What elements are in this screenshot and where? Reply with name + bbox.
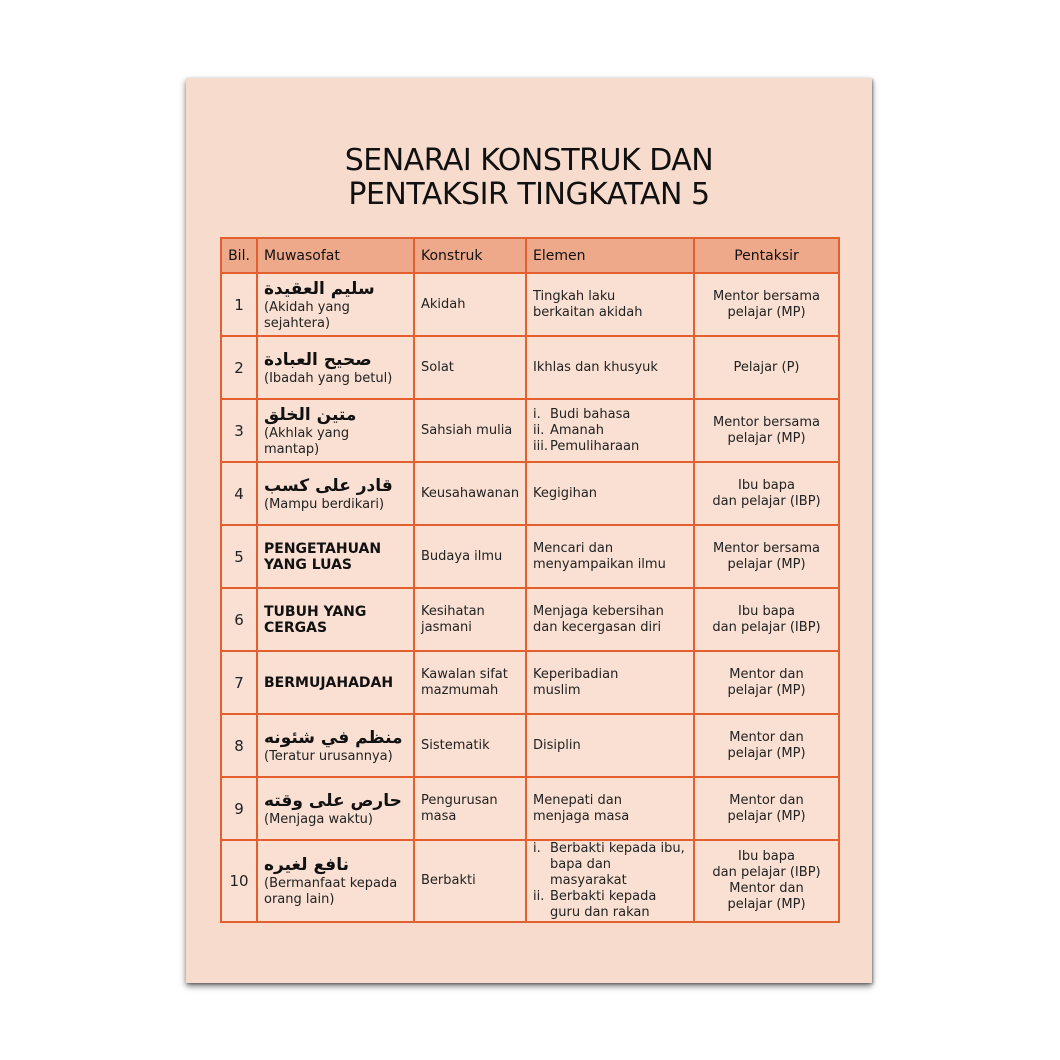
elemen-cell [526,651,694,714]
muwasofat-title-line: TUBUH YANG [264,603,367,620]
elemen-cell [526,525,694,588]
arabic-title: سليم العقيدة [264,278,375,299]
konstruk-line: Keusahawanan [421,485,520,501]
arabic-title: قادر على كسب [264,475,393,496]
row-number: 3 [234,421,244,440]
document-page [186,78,872,983]
list-item-text: Amanah [550,422,604,438]
table-row [221,336,839,399]
pentaksir-line: pelajar (MP) [727,304,806,320]
elemen-line: Mencari dan [533,540,614,556]
pentaksir-line: pelajar (MP) [727,556,806,572]
row-number: 5 [234,547,244,566]
elemen-list [533,841,687,921]
muwasofat-cell [257,525,414,588]
muwasofat-title-line: BERMUJAHADAH [264,674,394,691]
elemen-line: Ikhlas dan khusyuk [533,359,658,375]
elemen-cell [526,336,694,399]
konstruk-line: Budaya ilmu [421,548,503,564]
muwasofat-title-line: PENGETAHUAN [264,540,382,557]
title-line-1: SENARAI KONSTRUK DAN [344,143,714,178]
meaning-line: (Akhlak yang mantap) [264,425,350,457]
muwasofat-cell [257,840,414,922]
table-row [221,840,839,922]
pentaksir-line: Mentor dan [729,881,804,896]
table-header-row [221,238,839,273]
list-item [533,407,687,423]
table-row [221,399,839,462]
konstruk-line: Kesihatan [421,603,485,619]
meaning-line: (Teratur urusannya) [264,748,393,764]
row-number: 1 [234,295,244,314]
konstruk-line: jasmani [421,619,472,635]
konstruk-line: Akidah [421,296,466,312]
list-item [533,439,687,455]
konstruk-line: Sahsiah mulia [421,422,513,438]
konstruk-line: masa [421,808,457,824]
list-item-number: ii. [533,422,545,438]
meaning-line: (Mampu berdikari) [264,496,385,512]
table-row [221,525,839,588]
konstruk-cell [414,525,526,588]
list-item [533,841,687,889]
pentaksir-line: Mentor bersama [713,540,820,556]
konstruk-cell [414,336,526,399]
row-number-cell [221,399,257,462]
konstruk-cell [414,714,526,777]
list-item [533,423,687,439]
pentaksir-line: pelajar (MP) [727,897,806,912]
header-muwasofat: Muwasofat [257,238,414,273]
elemen-line: dan kecergasan diri [533,619,662,635]
pentaksir-line: Pelajar (P) [733,359,800,375]
arabic-title: صحيح العبادة [264,349,372,370]
table-body [221,273,839,922]
title-line-2: PENTAKSIR TINGKATAN 5 [348,177,710,212]
konstruk-line: Pengurusan [421,792,498,808]
header-elemen: Elemen [526,238,694,273]
list-item-number: ii. [533,889,545,904]
konstruk-line: Solat [421,359,454,375]
elemen-line: Disiplin [533,737,581,753]
row-number-cell [221,462,257,525]
meaning-line: sejahtera) [264,315,331,331]
elemen-cell [526,714,694,777]
pentaksir-line: pelajar (MP) [727,682,806,698]
pentaksir-line: Mentor dan [729,792,804,808]
pentaksir-line: Ibu bapa [738,603,795,619]
arabic-title: حارص على وقته [264,790,402,811]
row-number-cell [221,336,257,399]
page-title [186,144,872,212]
pentaksir-line: Mentor bersama [713,414,820,430]
table-row [221,777,839,840]
pentaksir-cell [694,336,839,399]
muwasofat-title-line: YANG LUAS [264,556,352,573]
konstruk-cell [414,273,526,336]
konstruk-cell [414,777,526,840]
row-number-cell [221,714,257,777]
konstruk-cell [414,840,526,922]
list-item-text: Berbakti kepada guru dan rakan [550,889,657,920]
muwasofat-cell [257,462,414,525]
pentaksir-cell [694,588,839,651]
row-number-cell [221,840,257,922]
muwasofat-cell [257,777,414,840]
elemen-cell [526,462,694,525]
table-row [221,273,839,336]
pentaksir-cell [694,840,839,922]
header-bil: Bil. [221,238,257,273]
elemen-cell [526,840,694,922]
pentaksir-cell [694,651,839,714]
arabic-title: منظم في شئونه [264,727,403,748]
konstruk-line: Berbakti [421,873,476,888]
konstruk-line: mazmumah [421,682,499,698]
pentaksir-line: Mentor dan [729,729,804,745]
pentaksir-line: Ibu bapa [738,849,795,864]
konstruk-cell [414,399,526,462]
row-number: 2 [234,358,244,377]
konstruk-cell [414,462,526,525]
pentaksir-line: dan pelajar (IBP) [712,493,821,509]
meaning-line: (Bermanfaat kepada [264,876,398,891]
pentaksir-line: pelajar (MP) [727,430,806,446]
elemen-line: berkaitan akidah [533,304,643,320]
row-number: 6 [234,610,244,629]
row-number: 4 [234,484,244,503]
list-item [533,889,687,921]
pentaksir-cell [694,273,839,336]
pentaksir-line: dan pelajar (IBP) [712,619,821,635]
muwasofat-cell [257,588,414,651]
construct-table [220,237,840,923]
row-number-cell [221,651,257,714]
elemen-line: Menepati dan [533,792,622,808]
pentaksir-cell [694,525,839,588]
meaning-line: (Menjaga waktu) [264,811,373,827]
konstruk-cell [414,651,526,714]
elemen-line: menyampaikan ilmu [533,556,666,572]
row-number-cell [221,525,257,588]
row-number-cell [221,273,257,336]
table-row [221,714,839,777]
table-row [221,588,839,651]
row-number: 10 [229,872,249,890]
meaning-line: (Akidah yang [264,299,350,315]
list-item-text: Pemuliharaan [550,438,640,454]
list-item-number: iii. [533,438,548,454]
pentaksir-line: Mentor dan [729,666,804,682]
elemen-cell [526,273,694,336]
arabic-title: نافع لغيره [264,855,349,875]
pentaksir-line: dan pelajar (IBP) [712,865,821,880]
elemen-line: muslim [533,682,581,698]
muwasofat-title-line: CERGAS [264,619,328,636]
header-pentaksir: Pentaksir [694,238,839,273]
pentaksir-cell [694,777,839,840]
header-konstruk: Konstruk [414,238,526,273]
arabic-title: متين الخلق [264,404,357,425]
muwasofat-cell [257,273,414,336]
elemen-list [533,407,687,455]
list-item-number: i. [533,841,541,856]
row-number-cell [221,588,257,651]
konstruk-line: Kawalan sifat [421,666,508,682]
list-item-number: i. [533,406,541,422]
pentaksir-cell [694,462,839,525]
elemen-cell [526,399,694,462]
muwasofat-cell [257,336,414,399]
muwasofat-cell [257,651,414,714]
elemen-line: Menjaga kebersihan [533,603,664,619]
muwasofat-cell [257,399,414,462]
konstruk-cell [414,588,526,651]
list-item-text: Budi bahasa [550,406,631,422]
list-item-text: Berbakti kepada ibu, bapa dan masyarakat [550,841,685,888]
muwasofat-cell [257,714,414,777]
elemen-line: Tingkah laku [533,288,616,304]
pentaksir-cell [694,399,839,462]
row-number: 7 [234,673,244,692]
meaning-line: orang lain) [264,892,335,907]
row-number: 8 [234,736,244,755]
pentaksir-cell [694,714,839,777]
konstruk-line: Sistematik [421,737,490,753]
pentaksir-line: pelajar (MP) [727,808,806,824]
meaning-line: (Ibadah yang betul) [264,370,393,386]
elemen-cell [526,777,694,840]
pentaksir-line: pelajar (MP) [727,745,806,761]
elemen-line: Kegigihan [533,485,598,501]
table-row [221,651,839,714]
row-number: 9 [234,799,244,818]
pentaksir-line: Mentor bersama [713,288,820,304]
table-row [221,462,839,525]
elemen-line: menjaga masa [533,808,630,824]
pentaksir-line: Ibu bapa [738,477,795,493]
row-number-cell [221,777,257,840]
elemen-line: Keperibadian [533,666,619,682]
elemen-cell [526,588,694,651]
